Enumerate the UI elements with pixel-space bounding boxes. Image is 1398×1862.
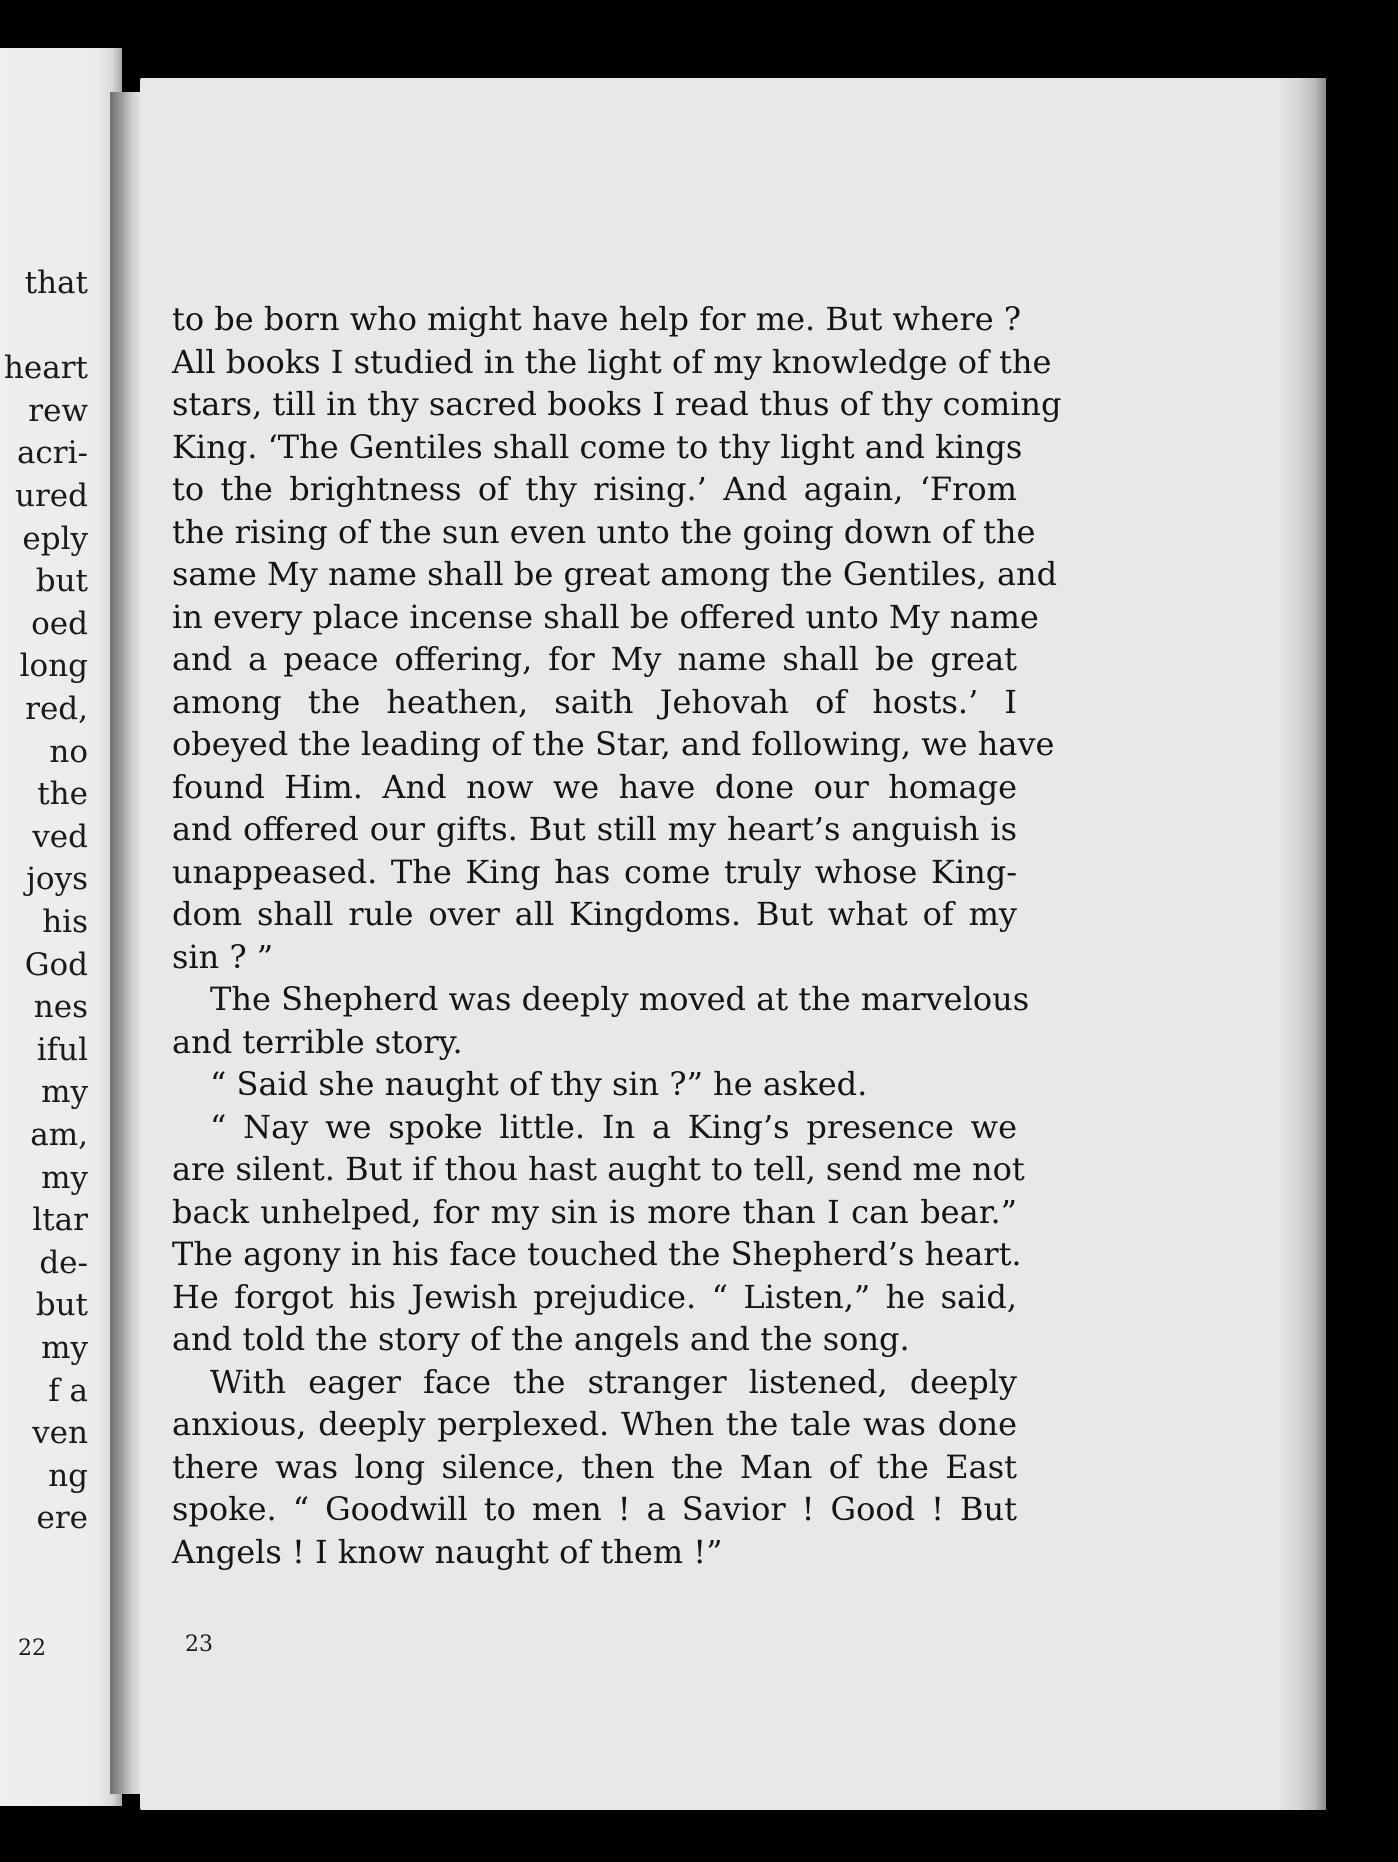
left-page-line-fragment: long — [19, 648, 88, 685]
left-page-line-fragment: oed — [31, 605, 88, 642]
right-page-number: 23 — [185, 1632, 213, 1657]
right-page-text — [172, 298, 1062, 1573]
text-line: and offered our gifts. But still my heart’s anguish is — [172, 810, 1017, 848]
left-page-line-fragment: his — [42, 904, 88, 940]
left-page-line-fragment: ng — [48, 1457, 88, 1494]
text-line: He forgot his Jewish prejudice. “ Listen,” he said, — [172, 1277, 1017, 1316]
text-line: anxious, deeply perplexed. When the tale was done — [172, 1405, 1017, 1443]
text-line: dom shall rule over all Kingdoms. But what of my — [172, 895, 1017, 933]
text-line: are silent. But if thou hast aught to tell, send me not — [172, 1150, 1025, 1188]
text-line: stars, till in thy sacred books I read thus of thy coming — [172, 385, 1062, 423]
text-line: The Shepherd was deeply moved at the marvelous — [210, 980, 1030, 1018]
book-gutter — [110, 92, 142, 1794]
text-line: and a peace offering, for My name shall be great — [172, 640, 1017, 678]
text-line: All books I studied in the light of my knowledge of the — [172, 342, 1052, 381]
text-line: same My name shall be great among the Gentiles, and — [172, 555, 1058, 593]
left-page-line-fragment: red, — [25, 691, 88, 727]
left-page-line-fragment: but — [35, 563, 88, 600]
left-page-line-fragment: iful — [36, 1031, 88, 1068]
text-line: King. ‘The Gentiles shall come to thy light and kings — [172, 427, 1023, 466]
left-page-line-fragment: ved — [32, 818, 88, 855]
text-line: found Him. And now we have done our homage — [172, 767, 1017, 806]
text-line: and told the story of the angels and the song. — [172, 1320, 910, 1358]
left-page-line-fragment: de- — [39, 1244, 88, 1281]
left-page-line-fragment: ured — [15, 478, 88, 514]
page-fore-edge — [1278, 78, 1326, 1810]
text-line: “ Said she naught of thy sin ?” he asked. — [210, 1065, 868, 1103]
text-line: back unhelped, for my sin is more than I can bear.” — [172, 1192, 1017, 1231]
left-page-number: 22 — [18, 1636, 46, 1661]
text-line: in every place incense shall be offered unto My name — [172, 597, 1039, 636]
text-line: “ Nay we spoke little. In a King’s presence we — [210, 1107, 1017, 1146]
text-line: Angels ! I know naught of them !” — [172, 1532, 723, 1571]
left-page-line-fragment: that — [24, 265, 88, 301]
left-page-line-fragment: am, — [30, 1117, 88, 1153]
left-page-line-fragment: the — [37, 776, 88, 813]
text-line: With eager face the stranger listened, deeply — [210, 1362, 1017, 1401]
text-line: spoke. “ Goodwill to men ! a Savior ! Good ! But — [172, 1490, 1017, 1528]
left-page-line-fragment: but — [35, 1287, 88, 1324]
text-line: sin ? ” — [172, 937, 274, 976]
left-page-line-fragment: ere — [36, 1500, 88, 1537]
left-page-line-fragment: ltar — [32, 1202, 88, 1239]
text-line: to be born who might have help for me. But where ? — [172, 300, 1022, 338]
left-page-line-fragment: heart — [3, 350, 88, 387]
text-line: The agony in his face touched the Shepherd’s heart. — [172, 1235, 1022, 1273]
left-page-line-fragment: ven — [32, 1415, 88, 1452]
text-line: and terrible story. — [172, 1022, 463, 1061]
left-page-line-fragment: nes — [33, 989, 88, 1026]
left-page — [0, 48, 122, 1806]
text-line: unappeased. The King has come truly whose King- — [172, 852, 1017, 891]
left-page-line-fragment: no — [49, 733, 88, 770]
left-page-line-fragment: joys — [26, 861, 88, 898]
text-line: to the brightness of thy rising.’ And again, ‘From — [172, 470, 1017, 508]
left-page-line-fragment: my — [41, 1330, 88, 1366]
text-line: obeyed the leading of the Star, and following, we have — [172, 725, 1055, 763]
left-page-line-fragment: my — [41, 1074, 88, 1111]
left-page-line-fragment: God — [24, 946, 88, 983]
left-page-line-fragment: rew — [28, 392, 88, 429]
text-line: among the heathen, saith Jehovah of hosts.’ I — [172, 682, 1017, 721]
left-page-line-fragment: f a — [48, 1372, 88, 1409]
left-page-line-fragment: acri- — [16, 435, 88, 472]
left-page-line-fragment: eply — [22, 520, 88, 557]
text-line: there was long silence, then the Man of the East — [172, 1447, 1017, 1486]
left-page-line-fragment: my — [41, 1159, 88, 1196]
text-line: the rising of the sun even unto the going down of the — [172, 512, 1036, 551]
